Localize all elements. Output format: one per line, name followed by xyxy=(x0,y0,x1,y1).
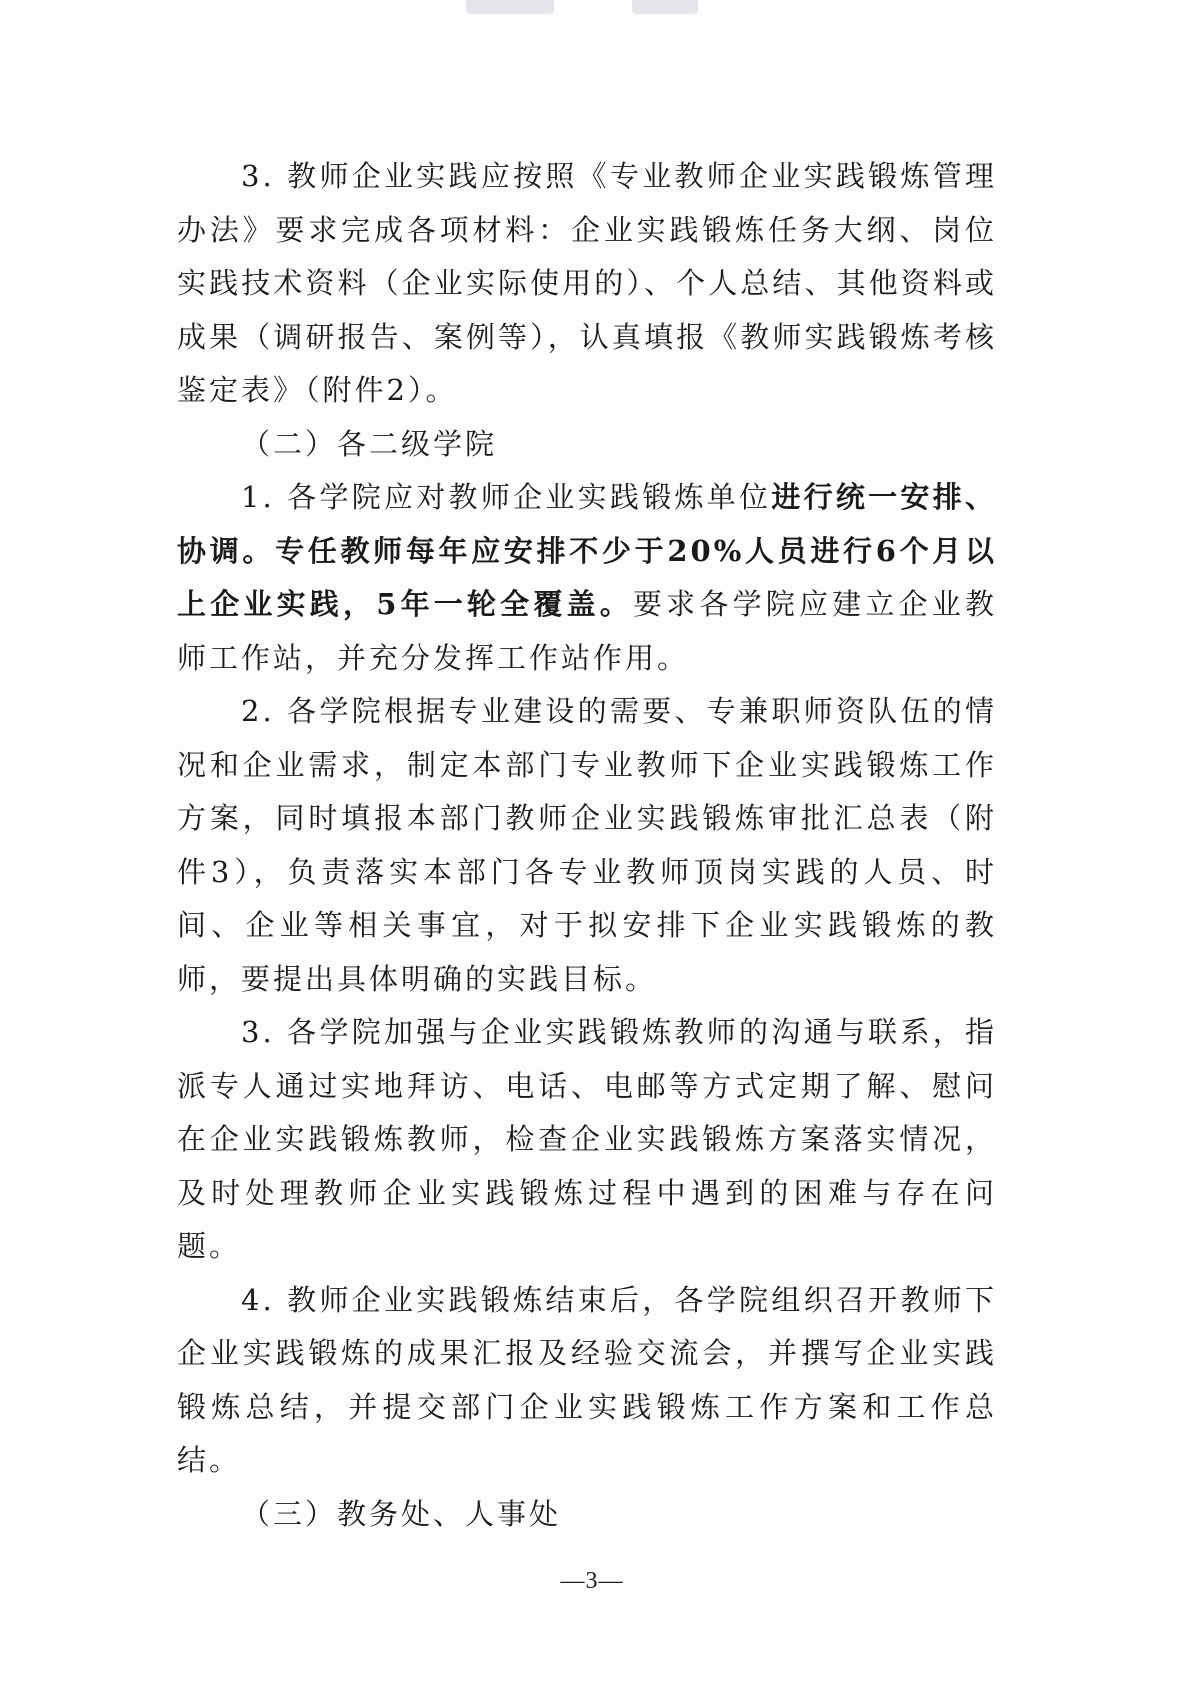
paragraph-college-summary: 4. 教师企业实践锻炼结束后，各学院组织召开教师下企业实践锻炼的成果汇报及经验交流会，并撰写企业实践锻炼总结，并提交部门企业实践锻炼工作方案和工作总结。 xyxy=(177,1282,997,1477)
paragraph-text: 要求各学院应建立企业教师工作站，并充分发挥工作站作用。 xyxy=(177,587,997,675)
section-heading-colleges: （二）各二级学院 xyxy=(241,426,498,461)
paragraph-text: 1. 各学院应对教师企业实践锻炼单位 xyxy=(241,480,772,514)
document-body xyxy=(177,150,997,1541)
page-number: —3— xyxy=(560,1568,624,1594)
paragraph-college-plan: 2. 各学院根据专业建设的需要、专兼职师资队伍的情况和企业需求，制定本部门专业教师下企业实践锻炼工作方案，同时填报本部门教师企业实践锻炼审批汇总表（附件3），负责落实本部门各专业教师顶岗实践的人员、时间、企业等相关事宜，对于拟安排下企业实践锻炼的教师，要提出具体明确的实践目标。 xyxy=(177,694,997,996)
paragraph-teacher-materials: 3. 教师企业实践应按照《专业教师企业实践锻炼管理办法》要求完成各项材料：企业实践锻炼任务大纲、岗位实践技术资料（企业实际使用的）、个人总结、其他资料或成果（调研报告、案例等），认真填报《教师实践锻炼考核鉴定表》（附件2）。 xyxy=(177,159,997,407)
paragraph-college-communication: 3. 各学院加强与企业实践锻炼教师的沟通与联系，指派专人通过实地拜访、电话、电邮等方式定期了解、慰问在企业实践锻炼教师，检查企业实践锻炼方案落实情况，及时处理教师企业实践锻炼过程中遇到的困难与存在问题。 xyxy=(177,1015,997,1263)
scan-artifact xyxy=(632,0,698,14)
section-heading-academic-affairs: （三）教务处、人事处 xyxy=(241,1496,562,1531)
paragraph-bold-text: 进行统一安排、协调。专任教师每年应安排不少于20%人员进行6个月以上企业实践，5年一轮全覆盖。 xyxy=(177,480,997,621)
scan-artifact xyxy=(466,0,554,14)
paragraph-college-arrangement xyxy=(177,471,997,685)
